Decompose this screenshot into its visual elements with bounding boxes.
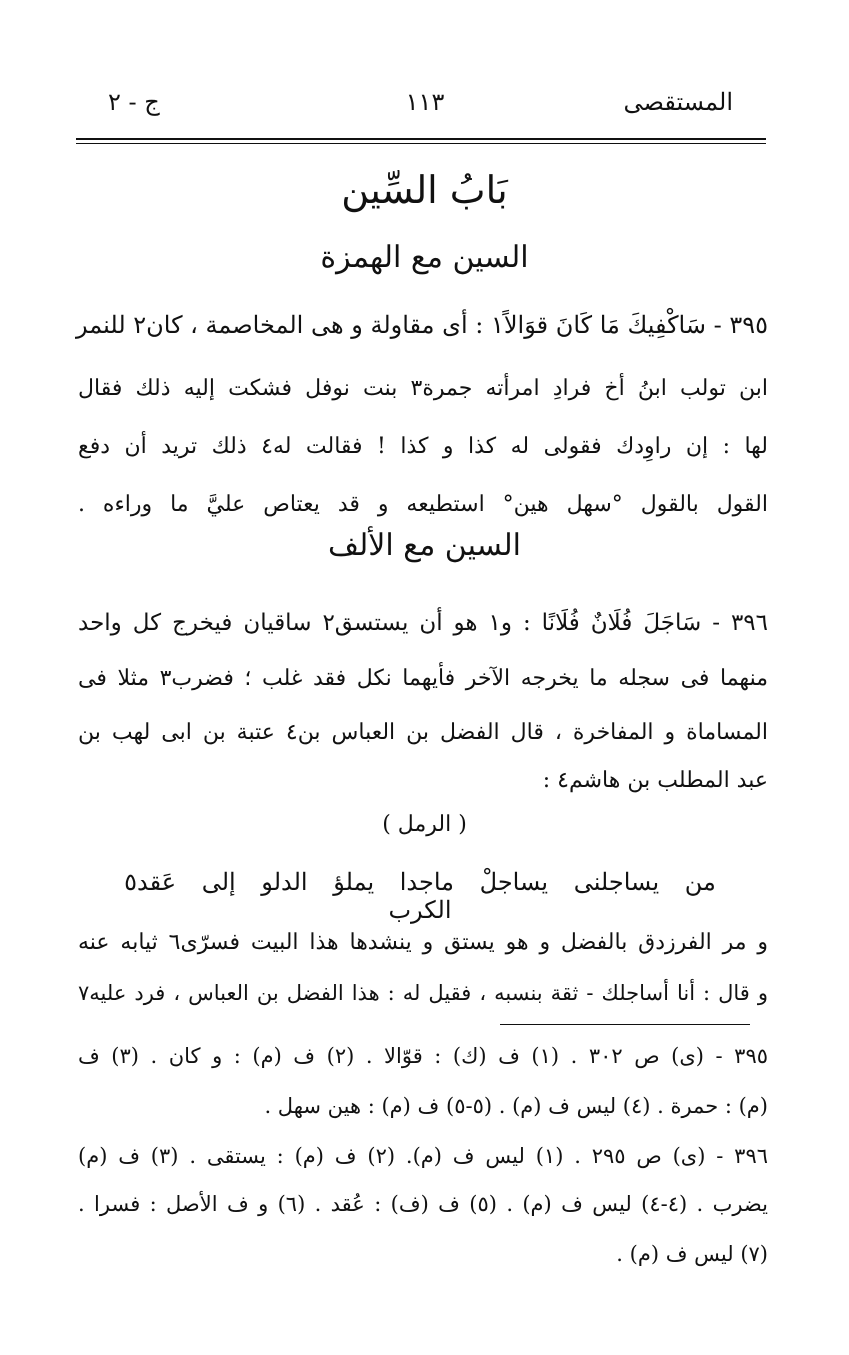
- entry-395-line-1: ٣٩٥ - سَاكْفِيكَ مَا كَانَ قوَالاً١ : أى مقاولة و هى المخاصمة ، كان٢ للنمر: [76, 311, 768, 339]
- chapter-heading: بَابُ السِّين: [341, 168, 508, 212]
- entry-396-line-2: منهما فى سجله ما يخرجه الآخر فأيهما نكل فقد غلب ؛ فضرب٣ مثلا فى: [78, 666, 768, 691]
- footnote-line-4: يضرب . (٤-٤) ليس ف (م) . (٥) ف (ف) : عُقد . (٦) و ف الأصل : فسرا .: [78, 1192, 768, 1216]
- poem-verse: من يساجلنى يساجلْ ماجدا يملؤ الدلو إلى عَقد٥ الكرب: [124, 868, 716, 924]
- volume-label: ج - ٢: [108, 88, 160, 116]
- entry-395-line-4: القول بالقول °سهل هين° استطيعه و قد يعتاص عليَّ ما وراءه .: [78, 492, 768, 517]
- footnote-line-5: (٧) ليس ف (م) .: [616, 1242, 768, 1266]
- section-heading-hamza: السين مع الهمزة: [320, 240, 529, 275]
- entry-396-line-6: و قال : أنا أساجلك - ثقة بنسبه ، فقيل له : هذا الفضل بن العباس ، فرد عليه٧: [78, 981, 768, 1005]
- footnote-line-3: ٣٩٦ - (ى) ص ٢٩٥ . (١) ليس ف (م). (٢) ف (م) : يستقى . (٣) ف (م): [78, 1144, 769, 1168]
- footnote-line-2: (م) : حمرة . (٤) ليس ف (م) . (٥-٥) ف (م) : هين سهل .: [264, 1094, 768, 1118]
- section-heading-alif: السين مع الألف: [328, 528, 521, 563]
- entry-395-line-2: ابن تولب ابنُ أخ فرادِ امرأته جمرة٣ بنت نوفل فشكت إليه ذلك فقال: [78, 376, 768, 401]
- running-header: [0, 88, 849, 128]
- book-title: المستقصى: [623, 88, 733, 116]
- footnote-line-1: ٣٩٥ - (ى) ص ٣٠٢ . (١) ف (ك) : قوّالا . (٢) ف (م) : و كان . (٣) ف: [78, 1044, 769, 1068]
- entry-395-line-3: لها : إن راوِدك فقولى له كذا و كذا ! فقالت له٤ ذلك تريد أن دفع: [78, 434, 768, 459]
- entry-396-line-5: و مر الفرزدق بالفضل و هو يستق و ينشدها هذا البيت فسرّى٦ ثيابه عنه: [78, 930, 769, 955]
- entry-396-line-1: ٣٩٦ - سَاجَلَ فُلَانٌ فُلَانًا : و١ هو أن يستسق٢ ساقيان فيخرج كل واحد: [78, 610, 768, 636]
- footnote-rule: [500, 1024, 750, 1025]
- header-rule-thin: [76, 143, 766, 144]
- header-rule: [76, 138, 766, 140]
- entry-396-line-4: عبد المطلب بن هاشم٤ :: [542, 768, 768, 793]
- poem-meter: ( الرمل ): [382, 812, 467, 837]
- entry-396-line-3: المساماة و المفاخرة ، قال الفضل بن العباس بن٤ عتبة بن ابى لهب بن: [78, 720, 768, 745]
- page-number: ١١٣: [405, 88, 445, 116]
